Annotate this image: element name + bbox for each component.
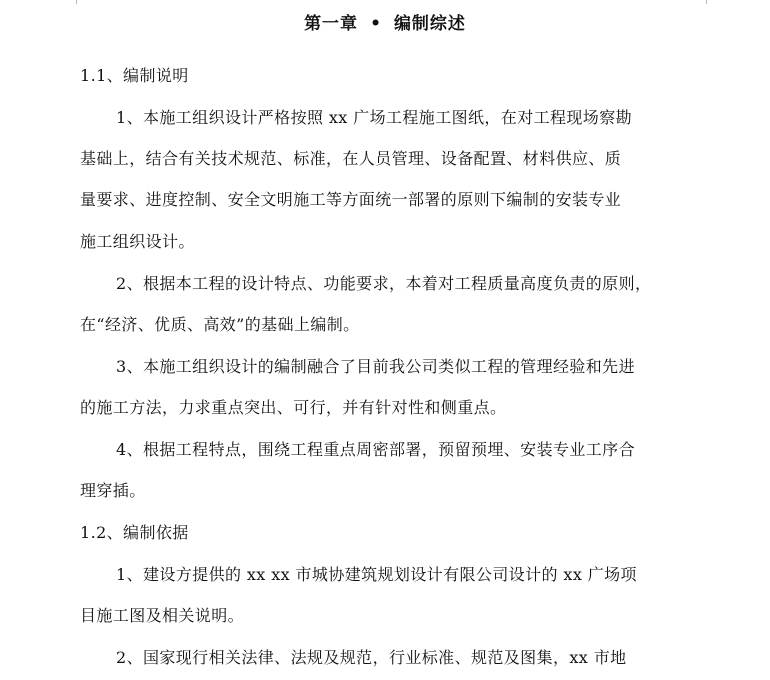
chapter-number: 第一章 [304, 14, 359, 34]
paragraph-line: 施工组织设计。 [80, 232, 195, 251]
margin-corner-mark-left [60, 0, 77, 4]
paragraph-line: 2、根据本工程的设计特点、功能要求，本着对工程质量高度负责的原则， [116, 274, 652, 293]
chapter-heading: 编制综述 [393, 14, 466, 34]
paragraph-line: 4、根据工程特点，围绕工程重点周密部署，预留预埋、安装专业工序合 [116, 440, 635, 459]
paragraph-line: 1、建设方提供的 xx xx 市城协建筑规划设计有限公司设计的 xx 广场项 [116, 565, 637, 584]
paragraph-line: 量要求、进度控制、安全文明施工等方面统一部署的原则下编制的安装专业 [80, 190, 622, 209]
margin-corner-mark-right [706, 0, 723, 4]
paragraph-line: 目施工图及相关说明。 [80, 606, 245, 625]
paragraph-line: 基础上，结合有关技术规范、标准，在人员管理、设备配置、材料供应、质 [80, 149, 622, 168]
paragraph-line: 的施工方法，力求重点突出、可行，并有针对性和侧重点。 [80, 398, 507, 417]
paragraph-line: 1、本施工组织设计严格按照 xx 广场工程施工图纸，在对工程现场察勘 [116, 108, 632, 127]
paragraph-line: 2、国家现行相关法律、法规及规范，行业标准、规范及图集，xx 市地 [116, 648, 627, 667]
section-heading-1-2: 1.2、编制依据 [80, 523, 189, 542]
paragraph-line: 3、本施工组织设计的编制融合了目前我公司类似工程的管理经验和先进 [116, 357, 635, 376]
paragraph-line: 在“经济、优质、高效”的基础上编制。 [80, 315, 360, 334]
title-separator: • [370, 14, 382, 34]
chapter-title [0, 12, 770, 36]
section-heading-1-1: 1.1、编制说明 [80, 66, 189, 85]
paragraph-line: 理穿插。 [80, 481, 146, 500]
